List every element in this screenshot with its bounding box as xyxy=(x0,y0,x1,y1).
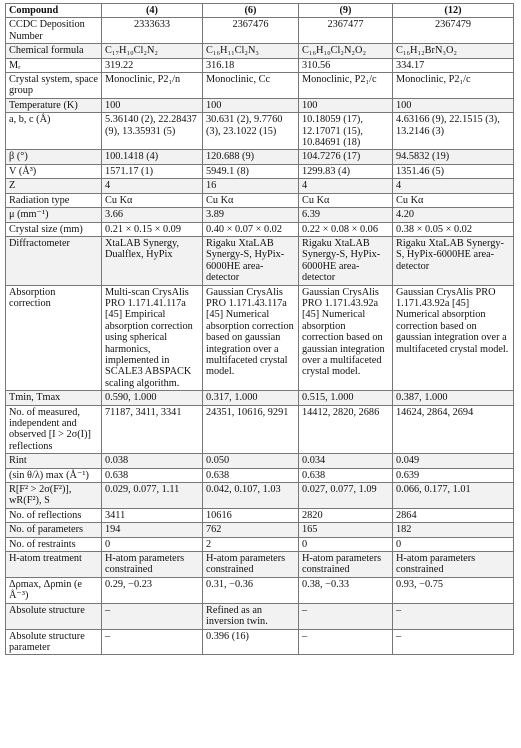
table-cell: 100 xyxy=(299,98,393,112)
table-cell: 2367476 xyxy=(203,18,299,44)
table-cell: Cu Kα xyxy=(393,193,514,207)
table-cell: Monoclinic, P2₁/n xyxy=(102,73,203,99)
table-cell: 2333633 xyxy=(102,18,203,44)
table-cell: 0.590, 1.000 xyxy=(102,391,203,405)
table-cell: 2367477 xyxy=(299,18,393,44)
table-cell: 194 xyxy=(102,523,203,537)
table-row xyxy=(6,483,514,509)
table-cell: 6.39 xyxy=(299,208,393,222)
table-row xyxy=(6,193,514,207)
table-cell: 4.20 xyxy=(393,208,514,222)
table-cell: 310.56 xyxy=(299,58,393,72)
row-label: Tmin, Tmax xyxy=(6,391,102,405)
row-label: Diffractometer xyxy=(6,236,102,285)
table-row xyxy=(6,58,514,72)
table-cell: 0.638 xyxy=(203,468,299,482)
compound-header: (9) xyxy=(299,4,393,18)
table-cell: C₁₇H₁₀Cl₂N₂ xyxy=(102,44,203,58)
row-label: No. of parameters xyxy=(6,523,102,537)
table-cell: 0.027, 0.077, 1.09 xyxy=(299,483,393,509)
table-cell: 182 xyxy=(393,523,514,537)
row-label: Radiation type xyxy=(6,193,102,207)
table-cell: Monoclinic, Cc xyxy=(203,73,299,99)
table-row xyxy=(6,236,514,285)
table-row xyxy=(6,285,514,391)
table-cell: 4.63166 (9), 22.1515 (3), 13.2146 (3) xyxy=(393,113,514,150)
table-cell: 2367479 xyxy=(393,18,514,44)
table-cell: Gaussian CrysAlis PRO 1.171.43.117a [45] Numerical absorption correction based on gaussian integration over a multifaceted crystal model. xyxy=(203,285,299,391)
row-label: β (°) xyxy=(6,150,102,164)
table-row xyxy=(6,405,514,454)
table-cell: 334.17 xyxy=(393,58,514,72)
table-cell: – xyxy=(393,603,514,629)
table-cell: 14624, 2864, 2694 xyxy=(393,405,514,454)
table-cell: 0.31, −0.36 xyxy=(203,577,299,603)
table-cell: 0.38, −0.33 xyxy=(299,577,393,603)
table-cell: 1299.83 (4) xyxy=(299,164,393,178)
table-cell: 762 xyxy=(203,523,299,537)
table-cell: 100 xyxy=(102,98,203,112)
table-cell: Gaussian CrysAlis PRO 1.171.43.92a [45] Numerical absorption correction based on gaussian integration over a multifaceted crystal model. xyxy=(299,285,393,391)
table-cell: 0.029, 0.077, 1.11 xyxy=(102,483,203,509)
row-label: Mᵣ xyxy=(6,58,102,72)
compound-header: (12) xyxy=(393,4,514,18)
table-cell: 14412, 2820, 2686 xyxy=(299,405,393,454)
table-row xyxy=(6,391,514,405)
row-label: Absolute structure xyxy=(6,603,102,629)
crystal-data-table xyxy=(5,3,514,655)
table-cell: 0.515, 1.000 xyxy=(299,391,393,405)
table-cell: Cu Kα xyxy=(203,193,299,207)
table-row xyxy=(6,603,514,629)
table-cell: 100 xyxy=(203,98,299,112)
table-cell: Cu Kα xyxy=(299,193,393,207)
table-cell: Rigaku XtaLAB Synergy-S, HyPix-6000HE area-detector xyxy=(203,236,299,285)
table-cell: 100.1418 (4) xyxy=(102,150,203,164)
row-label: V (Å³) xyxy=(6,164,102,178)
table-cell: 0.638 xyxy=(102,468,203,482)
table-cell: 0.038 xyxy=(102,454,203,468)
table-cell: 10616 xyxy=(203,508,299,522)
row-label: a, b, c (Å) xyxy=(6,113,102,150)
table-cell: H-atom parameters constrained xyxy=(102,552,203,578)
row-label: CCDC Deposition Number xyxy=(6,18,102,44)
table-row xyxy=(6,44,514,58)
table-cell: – xyxy=(299,629,393,655)
row-label: R[F² > 2σ(F²)], wR(F²), S xyxy=(6,483,102,509)
table-cell: 4 xyxy=(393,179,514,193)
row-label: (sin θ/λ) max (Å⁻¹) xyxy=(6,468,102,482)
table-cell: 0.396 (16) xyxy=(203,629,299,655)
table-row xyxy=(6,454,514,468)
table-cell: 316.18 xyxy=(203,58,299,72)
table-row xyxy=(6,523,514,537)
table-cell: 0.639 xyxy=(393,468,514,482)
table-cell: – xyxy=(393,629,514,655)
table-cell: 0.066, 0.177, 1.01 xyxy=(393,483,514,509)
table-cell: Gaussian CrysAlis PRO 1.171.43.92a [45] Numerical absorption correction based on gaussian integration over a multifaceted crystal model. xyxy=(393,285,514,391)
table-cell: 0.638 xyxy=(299,468,393,482)
table-row xyxy=(6,113,514,150)
table-row xyxy=(6,222,514,236)
table-cell: C₁₆H₁₀Cl₂N₂O₂ xyxy=(299,44,393,58)
table-cell: 10.18059 (17), 12.17071 (15), 10.84691 (18) xyxy=(299,113,393,150)
table-row xyxy=(6,98,514,112)
table-row xyxy=(6,508,514,522)
table-cell: 4 xyxy=(299,179,393,193)
table-cell: H-atom parameters constrained xyxy=(299,552,393,578)
table-row xyxy=(6,179,514,193)
table-row xyxy=(6,468,514,482)
table-cell: 94.5832 (19) xyxy=(393,150,514,164)
table-cell: – xyxy=(299,603,393,629)
table-cell: 0.29, −0.23 xyxy=(102,577,203,603)
table-cell: H-atom parameters constrained xyxy=(203,552,299,578)
table-cell: 0 xyxy=(299,537,393,551)
table-cell: 0.387, 1.000 xyxy=(393,391,514,405)
table-cell: 0.40 × 0.07 × 0.02 xyxy=(203,222,299,236)
compound-header: (4) xyxy=(102,4,203,18)
table-row xyxy=(6,629,514,655)
table-body xyxy=(6,18,514,655)
table-cell: 24351, 10616, 9291 xyxy=(203,405,299,454)
table-cell: Rigaku XtaLAB Synergy-S, HyPix-6000HE area-detector xyxy=(393,236,514,285)
table-cell: H-atom parameters constrained xyxy=(393,552,514,578)
table-cell: Refined as an inversion twin. xyxy=(203,603,299,629)
table-cell: 0.38 × 0.05 × 0.02 xyxy=(393,222,514,236)
row-label: No. of restraints xyxy=(6,537,102,551)
row-label: Absorption correction xyxy=(6,285,102,391)
table-cell: 104.7276 (17) xyxy=(299,150,393,164)
table-cell: 0.22 × 0.08 × 0.06 xyxy=(299,222,393,236)
table-cell: 0 xyxy=(393,537,514,551)
row-label: μ (mm⁻¹) xyxy=(6,208,102,222)
row-label: No. of measured, independent and observed [I > 2σ(I)] reflections xyxy=(6,405,102,454)
table-cell: – xyxy=(102,629,203,655)
table-cell: 319.22 xyxy=(102,58,203,72)
table-cell: 3411 xyxy=(102,508,203,522)
table-row xyxy=(6,73,514,99)
table-cell: 71187, 3411, 3341 xyxy=(102,405,203,454)
table-cell: 0.049 xyxy=(393,454,514,468)
table-cell: – xyxy=(102,603,203,629)
table-cell: Cu Kα xyxy=(102,193,203,207)
table-row xyxy=(6,164,514,178)
table-cell: 0.93, −0.75 xyxy=(393,577,514,603)
row-label: Δρmax, Δρmin (e Å⁻³) xyxy=(6,577,102,603)
table-cell: 0.21 × 0.15 × 0.09 xyxy=(102,222,203,236)
table-cell: 0.050 xyxy=(203,454,299,468)
row-label: Crystal size (mm) xyxy=(6,222,102,236)
header-label: Compound xyxy=(6,4,102,18)
table-cell: 0.042, 0.107, 1.03 xyxy=(203,483,299,509)
table-cell: 1351.46 (5) xyxy=(393,164,514,178)
table-cell: 4 xyxy=(102,179,203,193)
table-cell: Multi-scan CrysAlis PRO 1.171.41.117a [45] Empirical absorption correction using spherical harmonics, implemented in SCALE3 ABSPACK scaling algorithm. xyxy=(102,285,203,391)
table-cell: Rigaku XtaLAB Synergy-S, HyPix-6000HE area-detector xyxy=(299,236,393,285)
table-cell: Monoclinic, P2₁/c xyxy=(299,73,393,99)
table-row xyxy=(6,150,514,164)
table-cell: 3.66 xyxy=(102,208,203,222)
row-label: Absolute structure parameter xyxy=(6,629,102,655)
row-label: Crystal system, space group xyxy=(6,73,102,99)
table-row xyxy=(6,537,514,551)
table-cell: XtaLAB Synergy, Dualflex, HyPix xyxy=(102,236,203,285)
table-cell: 165 xyxy=(299,523,393,537)
table-cell: 0.317, 1.000 xyxy=(203,391,299,405)
table-cell: 1571.17 (1) xyxy=(102,164,203,178)
table-cell: 30.631 (2), 9.7760 (3), 23.1022 (15) xyxy=(203,113,299,150)
row-label: No. of reflections xyxy=(6,508,102,522)
table-cell: 5949.1 (8) xyxy=(203,164,299,178)
table-cell: 0 xyxy=(102,537,203,551)
table-cell: 0.034 xyxy=(299,454,393,468)
row-label: Rint xyxy=(6,454,102,468)
table-cell: 2864 xyxy=(393,508,514,522)
table-row xyxy=(6,577,514,603)
table-header-row xyxy=(6,4,514,18)
table-cell: 5.36140 (2), 22.28437 (9), 13.35931 (5) xyxy=(102,113,203,150)
table-cell: C₁₆H₁₁Cl₂N₃ xyxy=(203,44,299,58)
table-row xyxy=(6,208,514,222)
row-label: Chemical formula xyxy=(6,44,102,58)
table-cell: C₁₆H₁₂BrN₃O₂ xyxy=(393,44,514,58)
table-cell: 2820 xyxy=(299,508,393,522)
table-cell: 3.89 xyxy=(203,208,299,222)
table-row xyxy=(6,552,514,578)
row-label: Temperature (K) xyxy=(6,98,102,112)
table-cell: 2 xyxy=(203,537,299,551)
row-label: H-atom treatment xyxy=(6,552,102,578)
table-cell: 100 xyxy=(393,98,514,112)
compound-header: (6) xyxy=(203,4,299,18)
table-cell: Monoclinic, P2₁/c xyxy=(393,73,514,99)
table-cell: 120.688 (9) xyxy=(203,150,299,164)
row-label: Z xyxy=(6,179,102,193)
table-row xyxy=(6,18,514,44)
table-cell: 16 xyxy=(203,179,299,193)
